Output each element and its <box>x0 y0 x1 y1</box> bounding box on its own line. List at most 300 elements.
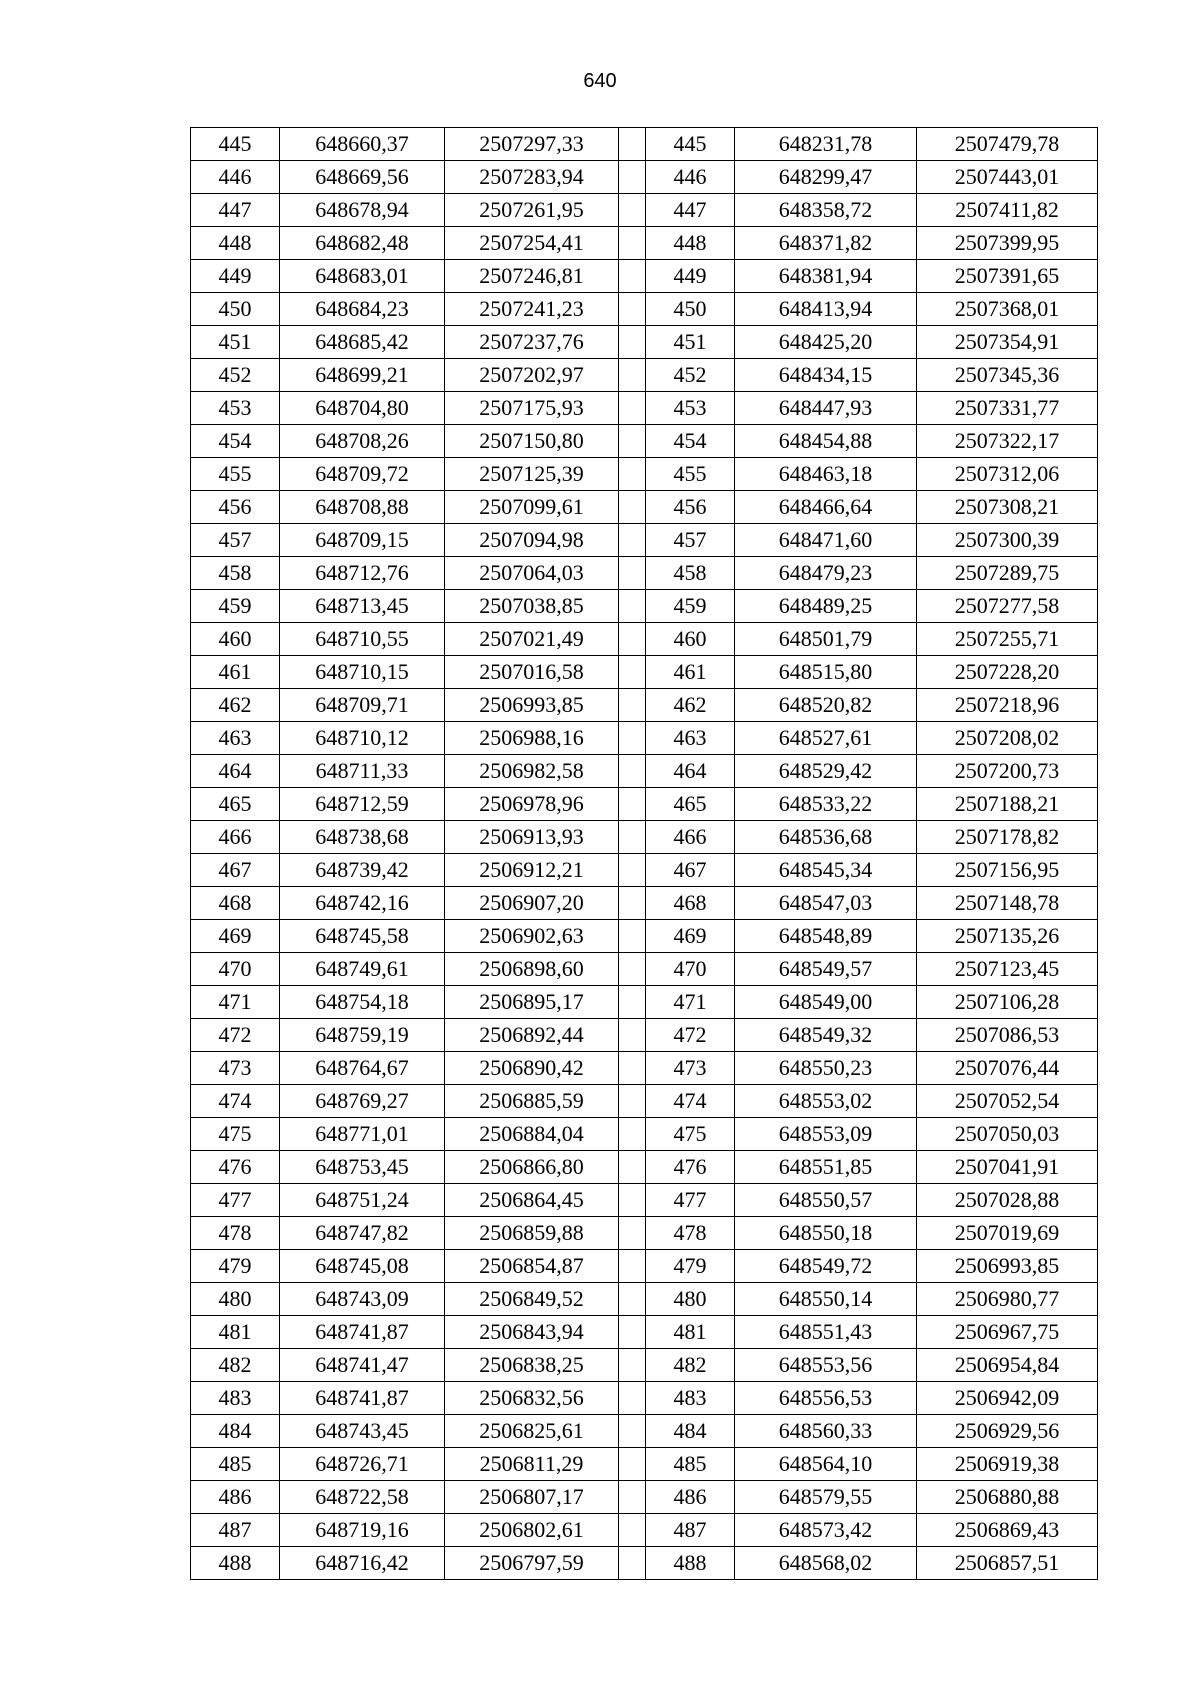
left-y-coordinate: 2506895,17 <box>445 986 619 1019</box>
left-y-coordinate: 2507021,49 <box>445 623 619 656</box>
left-x-coordinate: 648771,01 <box>280 1118 445 1151</box>
left-x-coordinate: 648669,56 <box>280 161 445 194</box>
right-point-number: 466 <box>646 821 735 854</box>
left-x-coordinate: 648738,68 <box>280 821 445 854</box>
column-spacer <box>619 1547 646 1580</box>
column-spacer <box>619 194 646 227</box>
right-y-coordinate: 2507218,96 <box>917 689 1098 722</box>
left-point-number: 464 <box>191 755 280 788</box>
left-y-coordinate: 2507094,98 <box>445 524 619 557</box>
left-y-coordinate: 2506892,44 <box>445 1019 619 1052</box>
left-point-number: 488 <box>191 1547 280 1580</box>
left-x-coordinate: 648749,61 <box>280 953 445 986</box>
right-y-coordinate: 2507135,26 <box>917 920 1098 953</box>
right-x-coordinate: 648556,53 <box>735 1382 917 1415</box>
right-x-coordinate: 648533,22 <box>735 788 917 821</box>
table-row <box>191 986 1098 1019</box>
left-x-coordinate: 648747,82 <box>280 1217 445 1250</box>
left-y-coordinate: 2506843,94 <box>445 1316 619 1349</box>
right-x-coordinate: 648550,23 <box>735 1052 917 1085</box>
right-y-coordinate: 2507076,44 <box>917 1052 1098 1085</box>
left-x-coordinate: 648741,47 <box>280 1349 445 1382</box>
left-y-coordinate: 2506866,80 <box>445 1151 619 1184</box>
right-x-coordinate: 648560,33 <box>735 1415 917 1448</box>
left-y-coordinate: 2507261,95 <box>445 194 619 227</box>
column-spacer <box>619 1514 646 1547</box>
right-point-number: 463 <box>646 722 735 755</box>
right-y-coordinate: 2507345,36 <box>917 359 1098 392</box>
left-x-coordinate: 648742,16 <box>280 887 445 920</box>
table-row <box>191 359 1098 392</box>
left-x-coordinate: 648764,67 <box>280 1052 445 1085</box>
left-y-coordinate: 2506907,20 <box>445 887 619 920</box>
table-row <box>191 1217 1098 1250</box>
right-x-coordinate: 648549,00 <box>735 986 917 1019</box>
column-spacer <box>619 722 646 755</box>
table-row <box>191 1019 1098 1052</box>
right-x-coordinate: 648520,82 <box>735 689 917 722</box>
right-x-coordinate: 648463,18 <box>735 458 917 491</box>
left-y-coordinate: 2506854,87 <box>445 1250 619 1283</box>
left-y-coordinate: 2506988,16 <box>445 722 619 755</box>
column-spacer <box>619 128 646 161</box>
left-point-number: 457 <box>191 524 280 557</box>
left-point-number: 478 <box>191 1217 280 1250</box>
left-y-coordinate: 2506913,93 <box>445 821 619 854</box>
left-y-coordinate: 2507297,33 <box>445 128 619 161</box>
table-row <box>191 1448 1098 1481</box>
table-row <box>191 128 1098 161</box>
table-row <box>191 293 1098 326</box>
left-x-coordinate: 648678,94 <box>280 194 445 227</box>
left-point-number: 463 <box>191 722 280 755</box>
right-x-coordinate: 648551,43 <box>735 1316 917 1349</box>
left-point-number: 454 <box>191 425 280 458</box>
right-x-coordinate: 648549,57 <box>735 953 917 986</box>
column-spacer <box>619 1415 646 1448</box>
right-point-number: 472 <box>646 1019 735 1052</box>
column-spacer <box>619 1448 646 1481</box>
right-x-coordinate: 648371,82 <box>735 227 917 260</box>
right-x-coordinate: 648501,79 <box>735 623 917 656</box>
left-point-number: 456 <box>191 491 280 524</box>
right-x-coordinate: 648231,78 <box>735 128 917 161</box>
table-row <box>191 161 1098 194</box>
column-spacer <box>619 1184 646 1217</box>
right-y-coordinate: 2507148,78 <box>917 887 1098 920</box>
left-point-number: 462 <box>191 689 280 722</box>
right-y-coordinate: 2506993,85 <box>917 1250 1098 1283</box>
left-point-number: 487 <box>191 1514 280 1547</box>
right-y-coordinate: 2507188,21 <box>917 788 1098 821</box>
right-y-coordinate: 2507399,95 <box>917 227 1098 260</box>
right-x-coordinate: 648553,09 <box>735 1118 917 1151</box>
right-x-coordinate: 648529,42 <box>735 755 917 788</box>
right-point-number: 486 <box>646 1481 735 1514</box>
left-y-coordinate: 2506898,60 <box>445 953 619 986</box>
table-row <box>191 260 1098 293</box>
right-point-number: 457 <box>646 524 735 557</box>
table-row <box>191 1184 1098 1217</box>
right-y-coordinate: 2507255,71 <box>917 623 1098 656</box>
column-spacer <box>619 524 646 557</box>
right-y-coordinate: 2507368,01 <box>917 293 1098 326</box>
table-row <box>191 920 1098 953</box>
column-spacer <box>619 1481 646 1514</box>
left-point-number: 472 <box>191 1019 280 1052</box>
left-y-coordinate: 2507038,85 <box>445 590 619 623</box>
left-x-coordinate: 648712,59 <box>280 788 445 821</box>
right-y-coordinate: 2507106,28 <box>917 986 1098 1019</box>
right-y-coordinate: 2506869,43 <box>917 1514 1098 1547</box>
left-y-coordinate: 2506864,45 <box>445 1184 619 1217</box>
left-point-number: 452 <box>191 359 280 392</box>
column-spacer <box>619 557 646 590</box>
column-spacer <box>619 1118 646 1151</box>
column-spacer <box>619 1052 646 1085</box>
right-point-number: 477 <box>646 1184 735 1217</box>
left-y-coordinate: 2506978,96 <box>445 788 619 821</box>
left-x-coordinate: 648716,42 <box>280 1547 445 1580</box>
column-spacer <box>619 458 646 491</box>
right-y-coordinate: 2506929,56 <box>917 1415 1098 1448</box>
left-y-coordinate: 2507246,81 <box>445 260 619 293</box>
left-y-coordinate: 2507125,39 <box>445 458 619 491</box>
table-row <box>191 1514 1098 1547</box>
table-row <box>191 821 1098 854</box>
right-y-coordinate: 2507479,78 <box>917 128 1098 161</box>
right-point-number: 467 <box>646 854 735 887</box>
left-point-number: 485 <box>191 1448 280 1481</box>
left-point-number: 448 <box>191 227 280 260</box>
column-spacer <box>619 161 646 194</box>
right-point-number: 468 <box>646 887 735 920</box>
left-x-coordinate: 648684,23 <box>280 293 445 326</box>
right-point-number: 474 <box>646 1085 735 1118</box>
right-y-coordinate: 2506967,75 <box>917 1316 1098 1349</box>
left-x-coordinate: 648710,55 <box>280 623 445 656</box>
column-spacer <box>619 260 646 293</box>
column-spacer <box>619 359 646 392</box>
left-y-coordinate: 2506885,59 <box>445 1085 619 1118</box>
table-row <box>191 326 1098 359</box>
right-point-number: 450 <box>646 293 735 326</box>
right-y-coordinate: 2507200,73 <box>917 755 1098 788</box>
right-x-coordinate: 648564,10 <box>735 1448 917 1481</box>
left-point-number: 483 <box>191 1382 280 1415</box>
left-y-coordinate: 2506849,52 <box>445 1283 619 1316</box>
right-x-coordinate: 648466,64 <box>735 491 917 524</box>
left-point-number: 479 <box>191 1250 280 1283</box>
left-point-number: 461 <box>191 656 280 689</box>
right-y-coordinate: 2507123,45 <box>917 953 1098 986</box>
right-y-coordinate: 2506857,51 <box>917 1547 1098 1580</box>
column-spacer <box>619 689 646 722</box>
left-y-coordinate: 2507237,76 <box>445 326 619 359</box>
left-y-coordinate: 2507254,41 <box>445 227 619 260</box>
table-row <box>191 590 1098 623</box>
right-point-number: 446 <box>646 161 735 194</box>
left-x-coordinate: 648713,45 <box>280 590 445 623</box>
table-row <box>191 458 1098 491</box>
column-spacer <box>619 1349 646 1382</box>
right-x-coordinate: 648536,68 <box>735 821 917 854</box>
right-x-coordinate: 648489,25 <box>735 590 917 623</box>
left-y-coordinate: 2507241,23 <box>445 293 619 326</box>
left-y-coordinate: 2507202,97 <box>445 359 619 392</box>
left-y-coordinate: 2506825,61 <box>445 1415 619 1448</box>
column-spacer <box>619 656 646 689</box>
column-spacer <box>619 1316 646 1349</box>
right-point-number: 485 <box>646 1448 735 1481</box>
table-row <box>191 953 1098 986</box>
right-x-coordinate: 648549,72 <box>735 1250 917 1283</box>
table-row <box>191 1382 1098 1415</box>
left-point-number: 446 <box>191 161 280 194</box>
left-x-coordinate: 648704,80 <box>280 392 445 425</box>
column-spacer <box>619 1283 646 1316</box>
left-x-coordinate: 648683,01 <box>280 260 445 293</box>
right-x-coordinate: 648471,60 <box>735 524 917 557</box>
left-x-coordinate: 648741,87 <box>280 1382 445 1415</box>
left-x-coordinate: 648741,87 <box>280 1316 445 1349</box>
right-y-coordinate: 2507050,03 <box>917 1118 1098 1151</box>
left-y-coordinate: 2506802,61 <box>445 1514 619 1547</box>
right-x-coordinate: 648425,20 <box>735 326 917 359</box>
table-row <box>191 1052 1098 1085</box>
left-x-coordinate: 648743,45 <box>280 1415 445 1448</box>
left-x-coordinate: 648699,21 <box>280 359 445 392</box>
right-y-coordinate: 2507052,54 <box>917 1085 1098 1118</box>
left-point-number: 466 <box>191 821 280 854</box>
column-spacer <box>619 1382 646 1415</box>
left-point-number: 482 <box>191 1349 280 1382</box>
left-point-number: 450 <box>191 293 280 326</box>
right-x-coordinate: 648381,94 <box>735 260 917 293</box>
left-x-coordinate: 648660,37 <box>280 128 445 161</box>
column-spacer <box>619 623 646 656</box>
left-point-number: 455 <box>191 458 280 491</box>
right-y-coordinate: 2506919,38 <box>917 1448 1098 1481</box>
column-spacer <box>619 425 646 458</box>
column-spacer <box>619 227 646 260</box>
left-point-number: 468 <box>191 887 280 920</box>
right-y-coordinate: 2507156,95 <box>917 854 1098 887</box>
left-point-number: 459 <box>191 590 280 623</box>
left-point-number: 486 <box>191 1481 280 1514</box>
table-row <box>191 425 1098 458</box>
right-y-coordinate: 2506942,09 <box>917 1382 1098 1415</box>
left-x-coordinate: 648769,27 <box>280 1085 445 1118</box>
right-x-coordinate: 648479,23 <box>735 557 917 590</box>
column-spacer <box>619 854 646 887</box>
right-y-coordinate: 2507019,69 <box>917 1217 1098 1250</box>
right-point-number: 481 <box>646 1316 735 1349</box>
right-x-coordinate: 648299,47 <box>735 161 917 194</box>
table-row <box>191 1481 1098 1514</box>
right-x-coordinate: 648579,55 <box>735 1481 917 1514</box>
right-point-number: 465 <box>646 788 735 821</box>
left-y-coordinate: 2507150,80 <box>445 425 619 458</box>
left-x-coordinate: 648685,42 <box>280 326 445 359</box>
table-row <box>191 1415 1098 1448</box>
right-point-number: 484 <box>646 1415 735 1448</box>
right-point-number: 452 <box>646 359 735 392</box>
left-point-number: 475 <box>191 1118 280 1151</box>
right-point-number: 476 <box>646 1151 735 1184</box>
table-row <box>191 854 1098 887</box>
table-row <box>191 689 1098 722</box>
right-y-coordinate: 2506954,84 <box>917 1349 1098 1382</box>
right-point-number: 488 <box>646 1547 735 1580</box>
column-spacer <box>619 1217 646 1250</box>
coordinates-table <box>190 127 1098 1580</box>
column-spacer <box>619 491 646 524</box>
table-row <box>191 194 1098 227</box>
left-y-coordinate: 2506859,88 <box>445 1217 619 1250</box>
right-point-number: 479 <box>646 1250 735 1283</box>
left-x-coordinate: 648745,08 <box>280 1250 445 1283</box>
left-point-number: 469 <box>191 920 280 953</box>
right-point-number: 449 <box>646 260 735 293</box>
table-row <box>191 788 1098 821</box>
left-point-number: 476 <box>191 1151 280 1184</box>
left-point-number: 470 <box>191 953 280 986</box>
right-point-number: 470 <box>646 953 735 986</box>
right-y-coordinate: 2507086,53 <box>917 1019 1098 1052</box>
table-row <box>191 1118 1098 1151</box>
right-point-number: 464 <box>646 755 735 788</box>
table-row <box>191 887 1098 920</box>
column-spacer <box>619 1151 646 1184</box>
right-y-coordinate: 2507228,20 <box>917 656 1098 689</box>
column-spacer <box>619 953 646 986</box>
left-x-coordinate: 648751,24 <box>280 1184 445 1217</box>
left-x-coordinate: 648753,45 <box>280 1151 445 1184</box>
right-y-coordinate: 2507178,82 <box>917 821 1098 854</box>
right-point-number: 483 <box>646 1382 735 1415</box>
right-x-coordinate: 648551,85 <box>735 1151 917 1184</box>
left-point-number: 447 <box>191 194 280 227</box>
column-spacer <box>619 788 646 821</box>
right-y-coordinate: 2507277,58 <box>917 590 1098 623</box>
right-x-coordinate: 648553,02 <box>735 1085 917 1118</box>
left-y-coordinate: 2507175,93 <box>445 392 619 425</box>
right-y-coordinate: 2507308,21 <box>917 491 1098 524</box>
left-point-number: 481 <box>191 1316 280 1349</box>
left-y-coordinate: 2507016,58 <box>445 656 619 689</box>
right-y-coordinate: 2507208,02 <box>917 722 1098 755</box>
right-point-number: 451 <box>646 326 735 359</box>
right-point-number: 471 <box>646 986 735 1019</box>
left-x-coordinate: 648743,09 <box>280 1283 445 1316</box>
table-row <box>191 722 1098 755</box>
right-y-coordinate: 2506880,88 <box>917 1481 1098 1514</box>
left-point-number: 458 <box>191 557 280 590</box>
left-x-coordinate: 648710,12 <box>280 722 445 755</box>
right-point-number: 462 <box>646 689 735 722</box>
right-point-number: 469 <box>646 920 735 953</box>
left-x-coordinate: 648726,71 <box>280 1448 445 1481</box>
page-number: 640 <box>583 70 617 92</box>
right-x-coordinate: 648550,18 <box>735 1217 917 1250</box>
right-x-coordinate: 648545,34 <box>735 854 917 887</box>
left-point-number: 451 <box>191 326 280 359</box>
right-y-coordinate: 2507300,39 <box>917 524 1098 557</box>
table-row <box>191 1316 1098 1349</box>
column-spacer <box>619 887 646 920</box>
column-spacer <box>619 1019 646 1052</box>
table-body <box>191 128 1098 1580</box>
left-y-coordinate: 2506993,85 <box>445 689 619 722</box>
table-row <box>191 557 1098 590</box>
left-x-coordinate: 648708,26 <box>280 425 445 458</box>
table-row <box>191 524 1098 557</box>
left-y-coordinate: 2507283,94 <box>445 161 619 194</box>
right-x-coordinate: 648454,88 <box>735 425 917 458</box>
right-point-number: 460 <box>646 623 735 656</box>
column-spacer <box>619 1085 646 1118</box>
left-point-number: 453 <box>191 392 280 425</box>
right-x-coordinate: 648550,57 <box>735 1184 917 1217</box>
right-x-coordinate: 648553,56 <box>735 1349 917 1382</box>
left-y-coordinate: 2506807,17 <box>445 1481 619 1514</box>
right-point-number: 475 <box>646 1118 735 1151</box>
left-x-coordinate: 648709,71 <box>280 689 445 722</box>
right-x-coordinate: 648547,03 <box>735 887 917 920</box>
left-x-coordinate: 648719,16 <box>280 1514 445 1547</box>
table-row <box>191 491 1098 524</box>
left-x-coordinate: 648682,48 <box>280 227 445 260</box>
left-x-coordinate: 648711,33 <box>280 755 445 788</box>
left-point-number: 474 <box>191 1085 280 1118</box>
right-point-number: 473 <box>646 1052 735 1085</box>
left-y-coordinate: 2506811,29 <box>445 1448 619 1481</box>
right-y-coordinate: 2507411,82 <box>917 194 1098 227</box>
column-spacer <box>619 1250 646 1283</box>
left-y-coordinate: 2506884,04 <box>445 1118 619 1151</box>
left-x-coordinate: 648712,76 <box>280 557 445 590</box>
right-point-number: 456 <box>646 491 735 524</box>
left-y-coordinate: 2506832,56 <box>445 1382 619 1415</box>
left-point-number: 480 <box>191 1283 280 1316</box>
table-row <box>191 755 1098 788</box>
table-row <box>191 227 1098 260</box>
column-spacer <box>619 392 646 425</box>
left-point-number: 471 <box>191 986 280 1019</box>
left-point-number: 445 <box>191 128 280 161</box>
left-y-coordinate: 2506902,63 <box>445 920 619 953</box>
table-row <box>191 1547 1098 1580</box>
right-point-number: 482 <box>646 1349 735 1382</box>
column-spacer <box>619 755 646 788</box>
right-point-number: 458 <box>646 557 735 590</box>
table-row <box>191 1250 1098 1283</box>
right-x-coordinate: 648573,42 <box>735 1514 917 1547</box>
right-x-coordinate: 648548,89 <box>735 920 917 953</box>
column-spacer <box>619 590 646 623</box>
right-x-coordinate: 648527,61 <box>735 722 917 755</box>
right-point-number: 445 <box>646 128 735 161</box>
left-point-number: 467 <box>191 854 280 887</box>
right-x-coordinate: 648568,02 <box>735 1547 917 1580</box>
right-x-coordinate: 648447,93 <box>735 392 917 425</box>
right-y-coordinate: 2507443,01 <box>917 161 1098 194</box>
right-x-coordinate: 648434,15 <box>735 359 917 392</box>
right-point-number: 453 <box>646 392 735 425</box>
left-point-number: 449 <box>191 260 280 293</box>
table-row <box>191 1349 1098 1382</box>
